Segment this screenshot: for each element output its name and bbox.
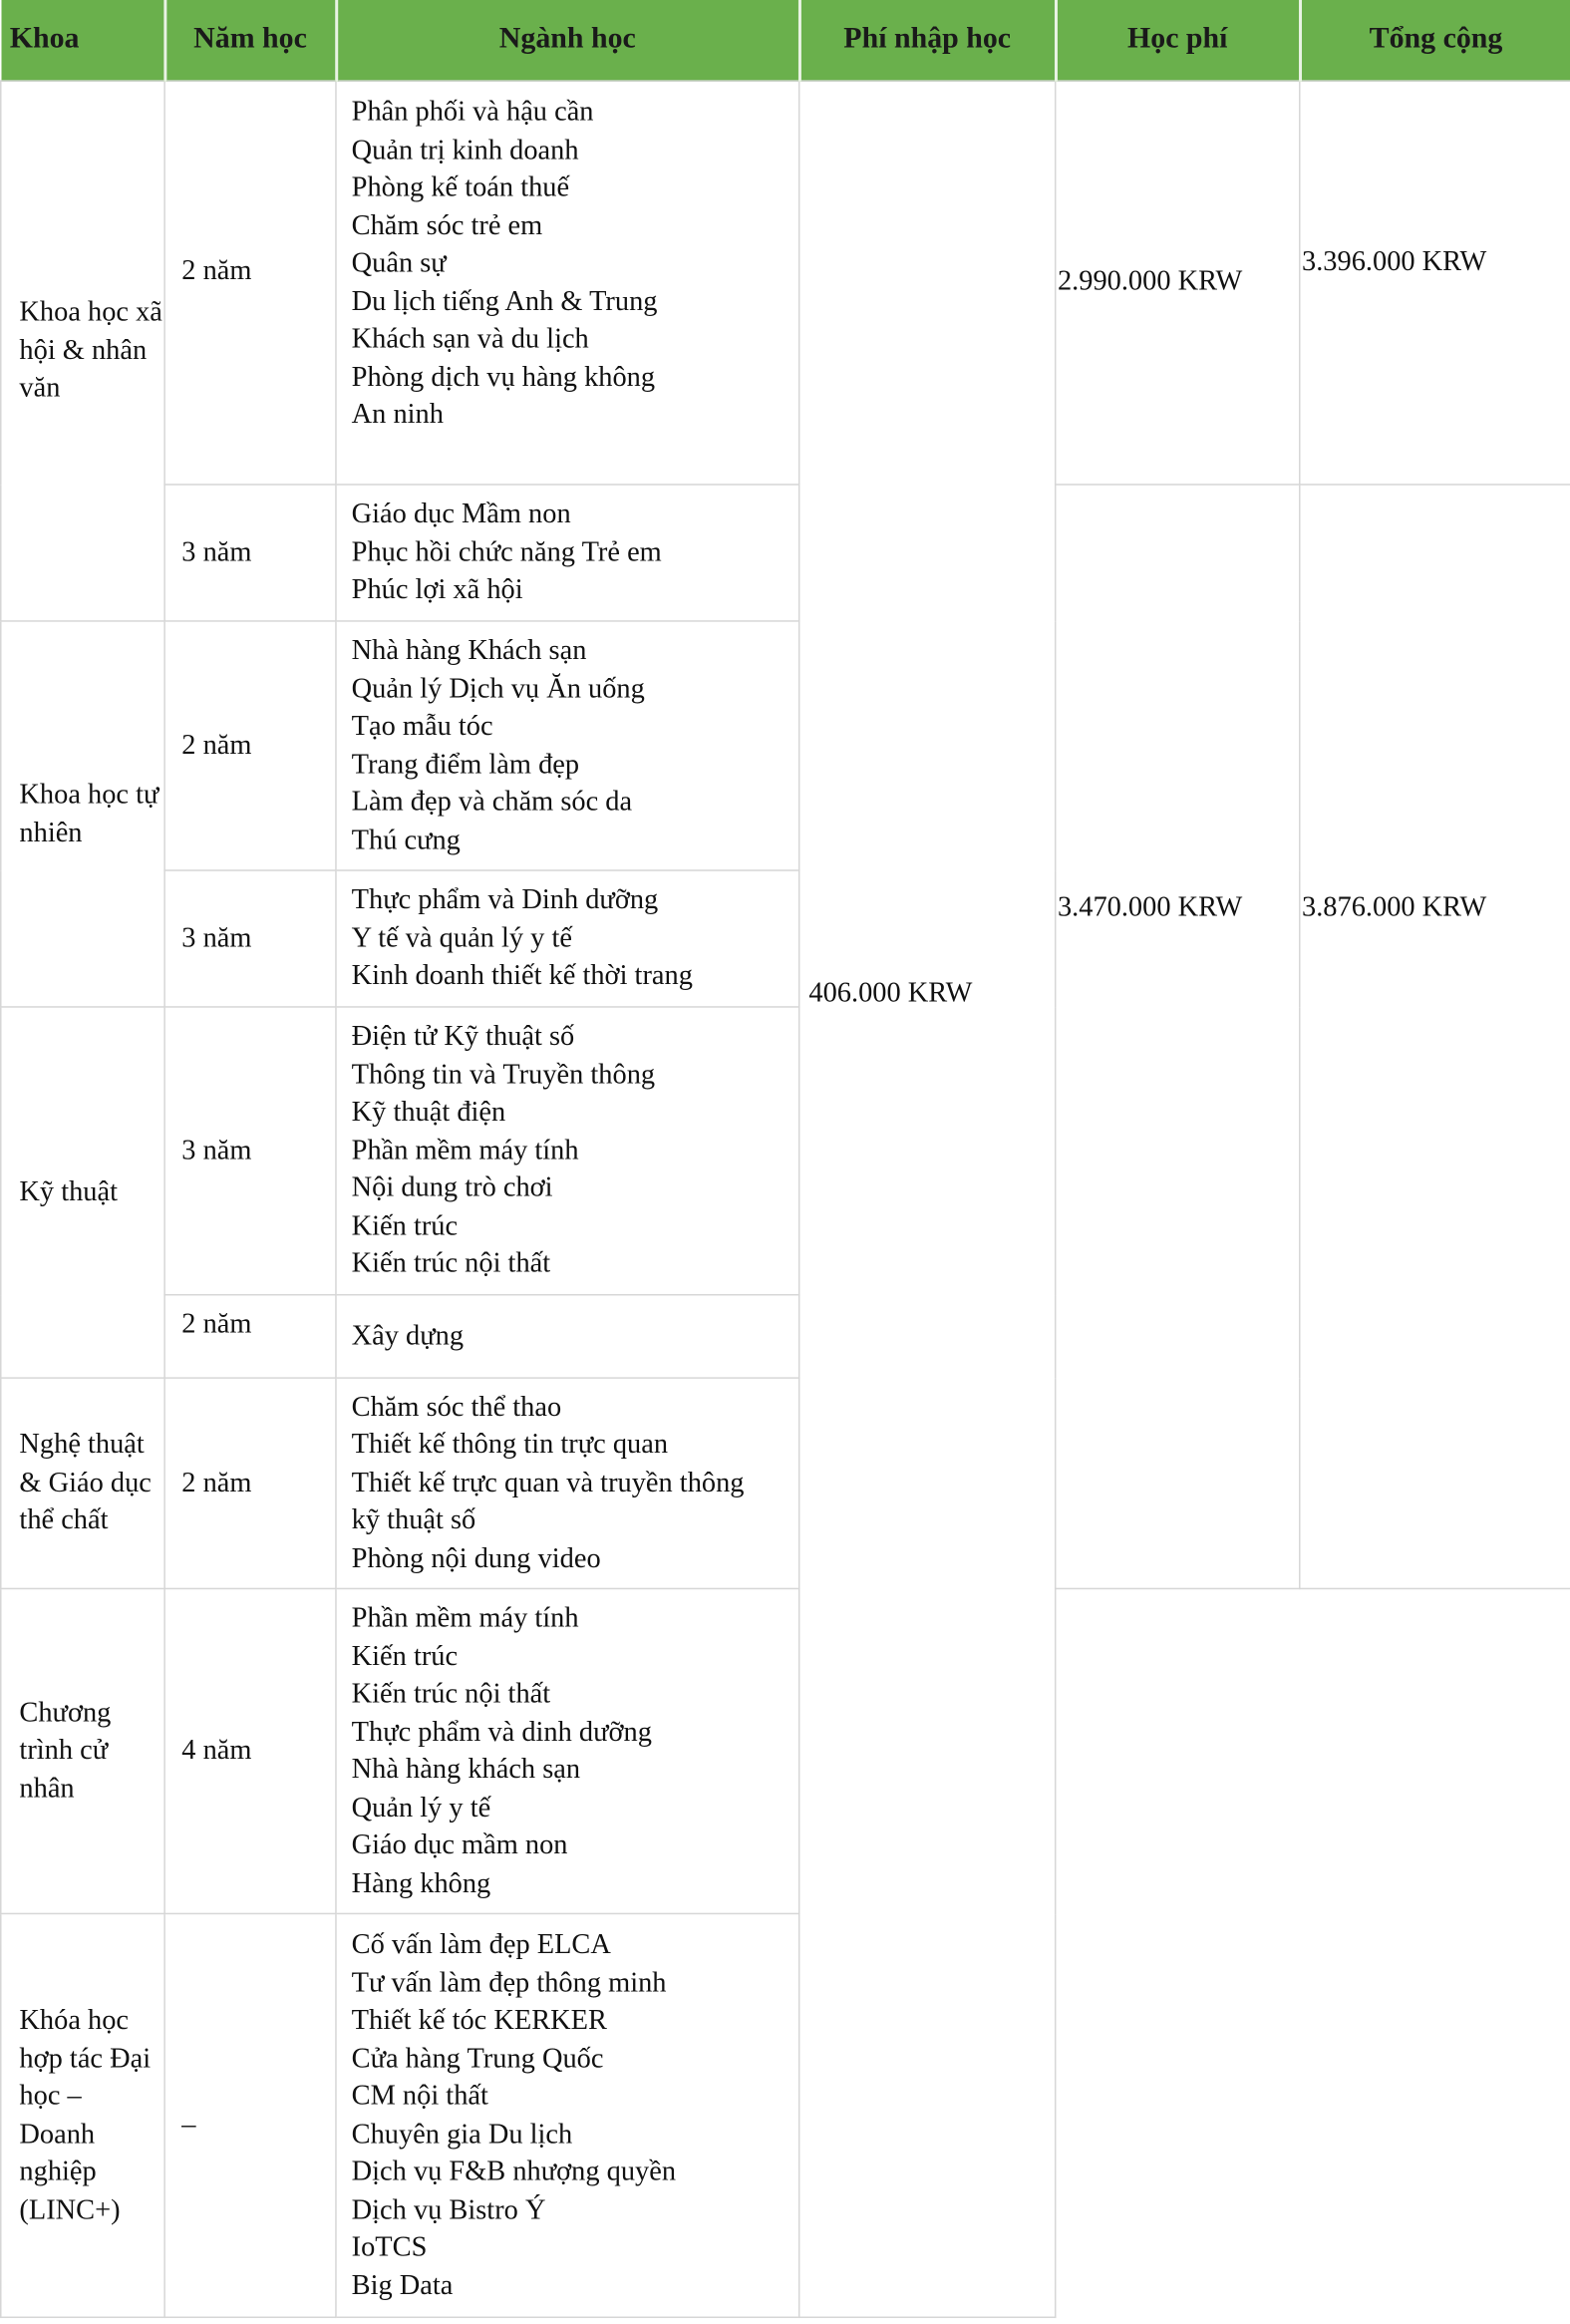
duration-cell: _: [164, 1913, 336, 2317]
faculty-cell: [1, 1378, 164, 1588]
header-nam-hoc: Năm học: [164, 0, 336, 81]
major-item: Y tế và quản lý y tế: [351, 922, 572, 954]
faculty-label: Khóa học hợp tác Đại học – Doanh nghiệp (LINC+): [19, 2004, 152, 2226]
major-item: Phục hồi chức năng Trẻ em: [351, 536, 662, 568]
major-item: Hàng không: [351, 1867, 491, 1899]
faculty-cell: [1, 1913, 164, 2317]
major-item: Kỹ thuật điện: [351, 1097, 506, 1129]
major-item: Phúc lợi xã hội: [351, 574, 523, 606]
major-item: Kiến trúc nội thất: [351, 1678, 551, 1710]
table-row: [1, 81, 1570, 485]
major-item: Giáo dục Mầm non: [351, 498, 571, 530]
duration-cell: 3 năm: [164, 1007, 336, 1295]
major-item: Kinh doanh thiết kế thời trang: [351, 960, 693, 992]
major-item: Tạo mẫu tóc: [351, 710, 493, 743]
duration-cell: 2 năm: [164, 1295, 336, 1378]
major-item: Nhà hàng Khách sạn: [351, 635, 587, 667]
major-item: Thông tin và Truyền thông: [351, 1059, 656, 1091]
duration-cell: 2 năm: [164, 81, 336, 485]
major-item: Khách sạn và du lịch: [351, 323, 589, 355]
faculty-label: Chương trình cử nhân: [19, 1697, 112, 1805]
major-item: Thú cưng: [351, 824, 461, 856]
major-item: Kiến trúc nội thất: [351, 1248, 551, 1280]
table-row: [1, 1913, 1570, 2317]
major-item: Big Data: [351, 2269, 454, 2301]
majors-cell: [336, 1007, 799, 1295]
major-item: Quản lý y tế: [351, 1792, 491, 1824]
major-item: Phần mềm máy tính: [351, 1602, 579, 1634]
major-item: Nhà hàng khách sạn: [351, 1754, 581, 1786]
major-item: Quản lý Dịch vụ Ăn uống: [351, 673, 645, 705]
header-hoc-phi: Học phí: [1056, 0, 1300, 81]
major-item: Làm đẹp và chăm sóc da: [351, 786, 633, 819]
major-item: Thực phẩm và Dinh dưỡng: [351, 884, 659, 916]
majors-cell: [336, 1588, 799, 1913]
tuition-cell: 2.990.000 KRW: [1056, 81, 1300, 485]
major-item: Quân sự: [351, 247, 447, 279]
faculty-cell: Khoa học xã hội & nhân văn: [1, 81, 164, 621]
major-item: Du lịch tiếng Anh & Trung: [351, 285, 658, 317]
major-item: Quản trị kinh doanh: [351, 134, 579, 166]
major-item: Giáo dục mầm non: [351, 1829, 568, 1861]
major-item: Cửa hàng Trung Quốc: [351, 2042, 604, 2075]
total-cell: 3.876.000 KRW: [1300, 485, 1570, 1588]
major-item: Thiết kế thông tin trực quan: [351, 1429, 669, 1462]
duration-cell: 2 năm: [164, 1378, 336, 1588]
major-item: Phòng nội dung video: [351, 1542, 601, 1574]
major-item: Phòng kế toán thuế: [351, 171, 570, 203]
header-nganh-hoc: Ngành học: [336, 0, 799, 81]
major-item: Thiết kế tóc KERKER: [351, 2004, 607, 2037]
major-item: Cố vấn làm đẹp ELCA: [351, 1929, 611, 1961]
major-item: Xây dựng: [351, 1320, 465, 1353]
faculty-label: Khoa học tự nhiên: [19, 779, 159, 848]
major-item: Phần mềm máy tính: [351, 1135, 579, 1166]
major-item: Nội dung trò chơi: [351, 1172, 553, 1204]
major-item: kỹ thuật số: [351, 1504, 476, 1536]
major-item: Phòng dịch vụ hàng không: [351, 361, 656, 393]
major-item: Điện tử Kỹ thuật số: [351, 1021, 575, 1053]
majors-cell: [336, 1378, 799, 1588]
major-item: Chăm sóc thể thao: [351, 1391, 562, 1424]
major-item: Thiết kế trực quan và truyền thông: [351, 1467, 745, 1499]
table-row: [1, 1588, 1570, 1913]
duration-cell: 4 năm: [164, 1588, 336, 1913]
total-cell: 3.396.000 KRW: [1300, 81, 1570, 485]
major-item: IoTCS: [351, 2231, 428, 2263]
major-item: Chăm sóc trẻ em: [351, 209, 543, 241]
majors-cell: [336, 485, 799, 621]
header-phi-nhap-hoc: Phí nhập học: [799, 0, 1056, 81]
majors-cell: [336, 1295, 799, 1378]
duration-cell: 3 năm: [164, 870, 336, 1007]
header-khoa: Khoa: [1, 0, 164, 81]
major-item: An ninh: [351, 399, 444, 431]
faculty-label: Nghệ thuật & Giáo dục thể chất: [19, 1429, 152, 1536]
duration-cell: 2 năm: [164, 621, 336, 870]
major-item: Thực phẩm và dinh dưỡng: [351, 1716, 652, 1748]
table-row: [1, 485, 1570, 621]
major-item: Tư vấn làm đẹp thông minh: [351, 1967, 667, 1999]
header-row: [1, 0, 1570, 81]
majors-cell: [336, 1913, 799, 2317]
majors-cell: [336, 621, 799, 870]
major-item: Dịch vụ F&B nhượng quyền: [351, 2156, 677, 2188]
major-item: Dịch vụ Bistro Ý: [351, 2193, 546, 2226]
major-item: Phân phối và hậu cần: [351, 96, 594, 129]
admission-fee-cell: 406.000 KRW: [799, 81, 1056, 2317]
majors-cell: [336, 81, 799, 485]
duration-cell: 3 năm: [164, 485, 336, 621]
major-item: CM nội thất: [351, 2080, 488, 2113]
major-item: Kiến trúc: [351, 1210, 459, 1242]
major-item: Chuyên gia Du lịch: [351, 2118, 573, 2151]
majors-cell: [336, 870, 799, 1007]
header-tong-cong: Tổng cộng: [1300, 0, 1570, 81]
major-item: Trang điểm làm đẹp: [351, 748, 580, 781]
faculty-cell: [1, 1588, 164, 1913]
faculty-cell: Kỹ thuật: [1, 1007, 164, 1378]
tuition-cell: 3.470.000 KRW: [1056, 485, 1300, 1588]
major-item: Kiến trúc: [351, 1640, 459, 1672]
faculty-cell: [1, 621, 164, 1007]
